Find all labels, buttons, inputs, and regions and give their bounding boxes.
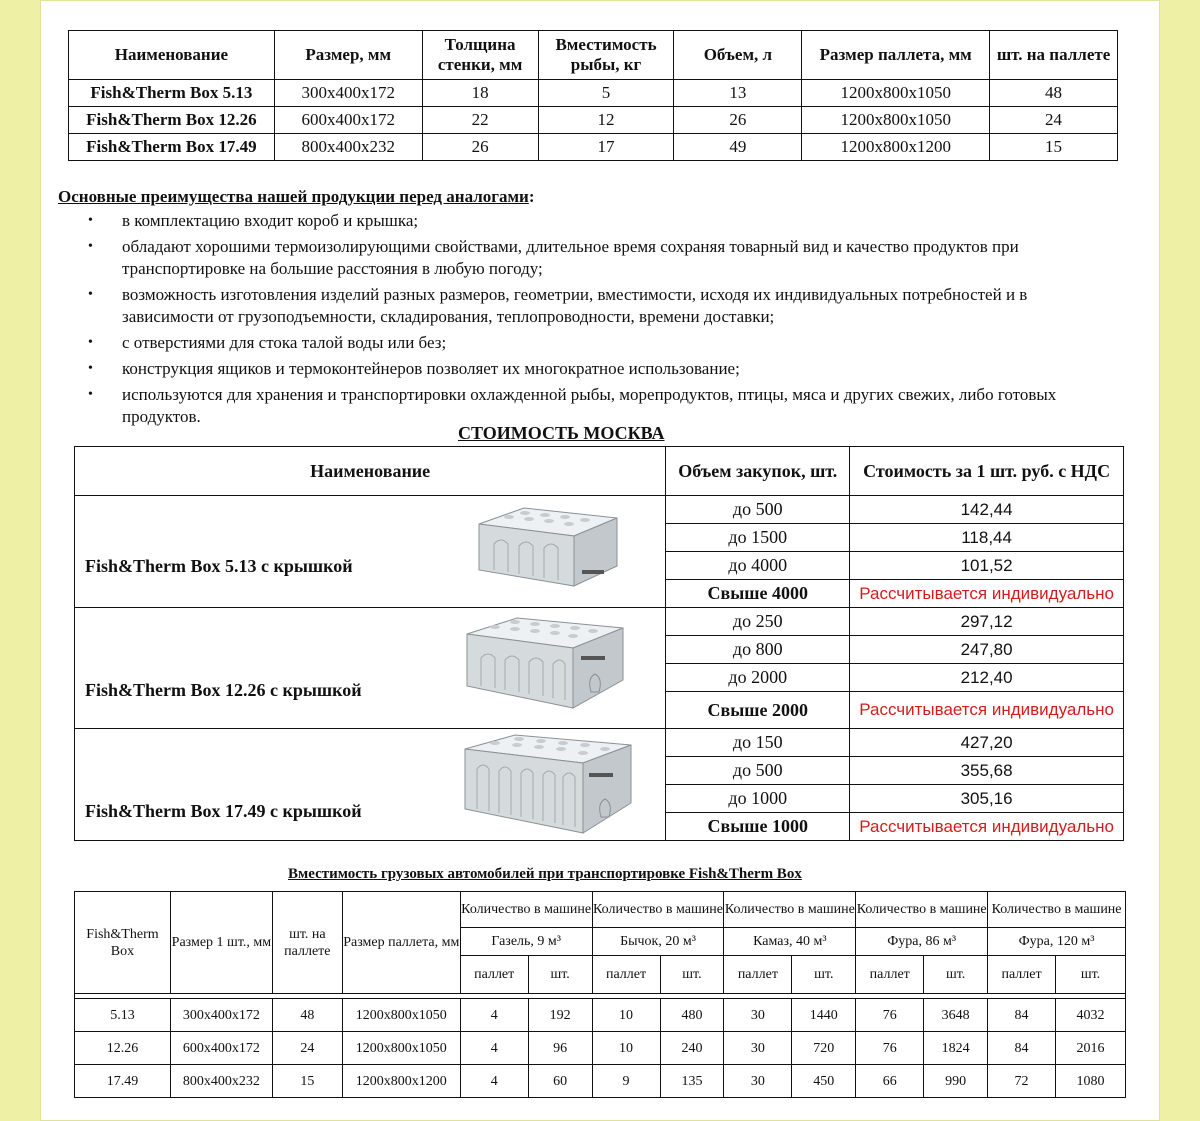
specs-cell: 5: [538, 80, 674, 107]
bullet-icon: •: [88, 213, 93, 228]
trucks-header-cell: шт. на паллете: [272, 892, 342, 994]
trucks-header-cell: Fish&Therm Box: [75, 892, 171, 994]
trucks-title: Вместимость грузовых автомобилей при транспортировке Fish&Therm Box: [288, 866, 802, 882]
price-header-cell: Объем закупок, шт.: [666, 447, 850, 496]
trucks-header-cell: Количество в машине: [460, 892, 592, 928]
price-row: [75, 729, 1124, 757]
price-cell: 297,12: [850, 608, 1124, 636]
product-cell: [75, 608, 666, 729]
price-cell: Рассчитывается индивидуально: [850, 692, 1124, 729]
table-cell: 24: [272, 1032, 342, 1065]
table-cell: 1440: [792, 999, 856, 1032]
table-cell: 4: [460, 1032, 528, 1065]
table-cell: 3648: [924, 999, 988, 1032]
table-cell: 12.26: [75, 1032, 171, 1065]
price-cell: 427,20: [850, 729, 1124, 757]
price-table: [74, 446, 1124, 841]
table-cell: 4: [460, 1065, 528, 1098]
product-cell: [75, 496, 666, 608]
table-row: [75, 999, 1126, 1032]
specs-header-cell: Объем, л: [674, 31, 802, 80]
table-cell: 2016: [1056, 1032, 1126, 1065]
product-name: Fish&Therm Box 5.13 с крышкой: [85, 556, 353, 576]
table-cell: 76: [856, 1032, 924, 1065]
table-row: [75, 1032, 1126, 1065]
table-cell: 66: [856, 1065, 924, 1098]
list-item: [58, 236, 1118, 280]
specs-header-cell: Толщина стенки, мм: [422, 31, 538, 80]
table-cell: 76: [856, 999, 924, 1032]
price-row: [75, 608, 1124, 636]
table-cell: 480: [660, 999, 724, 1032]
table-cell: 720: [792, 1032, 856, 1065]
advantages-list: [58, 210, 1118, 428]
trucks-header-cell: Количество в машине: [988, 892, 1126, 928]
specs-cell: 22: [422, 107, 538, 134]
specs-cell: 1200х800х1050: [802, 107, 990, 134]
price-cell: 212,40: [850, 664, 1124, 692]
list-item-text: обладают хорошими термоизолирующими свойствами, длительное время сохраняя товарный вид и качество продуктов при транспортировке на большие расстояния в любую погоду;: [122, 237, 1019, 278]
list-item: [58, 358, 1118, 380]
table-cell: 1824: [924, 1032, 988, 1065]
price-cell: 305,16: [850, 785, 1124, 813]
price-title: СТОИМОСТЬ МОСКВА: [458, 423, 665, 443]
qty-cell: до 500: [666, 757, 850, 785]
specs-cell: Fish&Therm Box 12.26: [69, 107, 275, 134]
specs-cell: 24: [990, 107, 1118, 134]
qty-cell: до 800: [666, 636, 850, 664]
list-item-text: с отверстиями для стока талой воды или без;: [122, 333, 447, 352]
table-cell: 135: [660, 1065, 724, 1098]
trucks-header-cell: Размер 1 шт., мм: [170, 892, 272, 994]
list-item-text: конструкция ящиков и термоконтейнеров позволяет их многократное использование;: [122, 359, 740, 378]
vehicle-cell: Камаз, 40 м³: [724, 928, 856, 956]
specs-cell: 13: [674, 80, 802, 107]
table-cell: 30: [724, 1065, 792, 1098]
price-header-cell: Стоимость за 1 шт. руб. с НДС: [850, 447, 1124, 496]
sub-header-cell: паллет: [856, 956, 924, 994]
table-cell: 72: [988, 1065, 1056, 1098]
qty-cell: до 500: [666, 496, 850, 524]
vehicle-cell: Бычок, 20 м³: [592, 928, 724, 956]
specs-header-cell: Размер, мм: [274, 31, 422, 80]
table-cell: 60: [528, 1065, 592, 1098]
trucks-header-cell: Количество в машине: [724, 892, 856, 928]
trucks-header-cell: Количество в машине: [592, 892, 724, 928]
list-item-text: используются для хранения и транспортировки охлажденной рыбы, морепродуктов, птицы, мяса и других свежих, либо готовых продуктов.: [122, 385, 1057, 426]
price-cell: Рассчитывается индивидуально: [850, 813, 1124, 841]
table-cell: 10: [592, 1032, 660, 1065]
price-header-cell: Наименование: [75, 447, 666, 496]
specs-header-row: [69, 31, 1118, 80]
specs-header-cell: Вместимость рыбы, кг: [538, 31, 674, 80]
advantages-title-colon: :: [528, 187, 535, 206]
specs-cell: 12: [538, 107, 674, 134]
specs-cell: 48: [990, 80, 1118, 107]
sub-header-cell: паллет: [724, 956, 792, 994]
price-header-row: [75, 447, 1124, 496]
sub-header-cell: паллет: [592, 956, 660, 994]
advantages-section: [58, 186, 1118, 432]
price-cell: 247,80: [850, 636, 1124, 664]
specs-cell: 300х400х172: [274, 80, 422, 107]
advantages-heading: [58, 186, 1118, 208]
price-row: [75, 496, 1124, 524]
sub-header-cell: шт.: [1056, 956, 1126, 994]
specs-header-cell: шт. на паллете: [990, 31, 1118, 80]
specs-cell: Fish&Therm Box 17.49: [69, 134, 275, 161]
specs-header-cell: Размер паллета, мм: [802, 31, 990, 80]
table-cell: 240: [660, 1032, 724, 1065]
table-cell: 600х400х172: [170, 1032, 272, 1065]
list-item: [58, 284, 1118, 328]
specs-cell: 26: [422, 134, 538, 161]
bullet-icon: •: [88, 335, 93, 350]
table-cell: 84: [988, 1032, 1056, 1065]
table-cell: 84: [988, 999, 1056, 1032]
list-item-text: в комплектацию входит короб и крышка;: [122, 211, 419, 230]
trucks-table: [74, 891, 1126, 1098]
price-cell: 142,44: [850, 496, 1124, 524]
table-cell: 990: [924, 1065, 988, 1098]
qty-cell: до 4000: [666, 552, 850, 580]
vehicle-cell: Фура, 120 м³: [988, 928, 1126, 956]
table-cell: 15: [272, 1065, 342, 1098]
table-row: [75, 1065, 1126, 1098]
specs-cell: 1200х800х1050: [802, 80, 990, 107]
bullet-icon: •: [88, 239, 93, 254]
table-cell: 4: [460, 999, 528, 1032]
table-cell: 1200х800х1050: [342, 999, 460, 1032]
table-cell: 30: [724, 999, 792, 1032]
sub-header-cell: шт.: [660, 956, 724, 994]
qty-cell: Свыше 1000: [666, 813, 850, 841]
table-cell: 17.49: [75, 1065, 171, 1098]
table-cell: 450: [792, 1065, 856, 1098]
qty-cell: до 250: [666, 608, 850, 636]
vehicle-cell: Газель, 9 м³: [460, 928, 592, 956]
specs-row: [69, 107, 1118, 134]
list-item: [58, 210, 1118, 232]
table-cell: 10: [592, 999, 660, 1032]
table-cell: 1080: [1056, 1065, 1126, 1098]
vehicle-cell: Фура, 86 м³: [856, 928, 988, 956]
price-cell: 118,44: [850, 524, 1124, 552]
price-cell: Рассчитывается индивидуально: [850, 580, 1124, 608]
list-item: [58, 384, 1118, 428]
trucks-header-row: [75, 892, 1126, 928]
table-cell: 192: [528, 999, 592, 1032]
trucks-header-cell: Размер паллета, мм: [342, 892, 460, 994]
specs-cell: 17: [538, 134, 674, 161]
sub-header-cell: шт.: [924, 956, 988, 994]
sub-header-cell: паллет: [988, 956, 1056, 994]
specs-cell: Fish&Therm Box 5.13: [69, 80, 275, 107]
specs-cell: 600х400х172: [274, 107, 422, 134]
sub-header-cell: шт.: [528, 956, 592, 994]
specs-table: [68, 30, 1118, 161]
specs-row: [69, 80, 1118, 107]
table-cell: 30: [724, 1032, 792, 1065]
specs-cell: 49: [674, 134, 802, 161]
bullet-icon: •: [88, 361, 93, 376]
table-cell: 96: [528, 1032, 592, 1065]
qty-cell: до 2000: [666, 664, 850, 692]
price-cell: 101,52: [850, 552, 1124, 580]
box-12-26-image: [455, 614, 625, 714]
product-name: Fish&Therm Box 12.26 с крышкой: [85, 680, 362, 700]
sub-header-cell: шт.: [792, 956, 856, 994]
bullet-icon: •: [88, 387, 93, 402]
specs-cell: 15: [990, 134, 1118, 161]
product-cell: [75, 729, 666, 841]
table-cell: 9: [592, 1065, 660, 1098]
qty-cell: до 1000: [666, 785, 850, 813]
specs-header-cell: Наименование: [69, 31, 275, 80]
qty-cell: Свыше 4000: [666, 580, 850, 608]
price-cell: 355,68: [850, 757, 1124, 785]
qty-cell: Свыше 2000: [666, 692, 850, 729]
table-cell: 1200х800х1050: [342, 1032, 460, 1065]
advantages-title: Основные преимущества нашей продукции перед аналогами: [58, 187, 529, 206]
specs-cell: 800х400х232: [274, 134, 422, 161]
list-item-text: возможность изготовления изделий разных размеров, геометрии, вместимости, исходя их индивидуальных потребностей и в зависимости от грузоподъемности, складирования, теплопроводности, времени доставки;: [122, 285, 1028, 326]
table-cell: 48: [272, 999, 342, 1032]
table-cell: 5.13: [75, 999, 171, 1032]
specs-row: [69, 134, 1118, 161]
document-page: [40, 0, 1160, 1121]
product-name: Fish&Therm Box 17.49 с крышкой: [85, 801, 362, 821]
table-cell: 800х400х232: [170, 1065, 272, 1098]
sub-header-cell: паллет: [460, 956, 528, 994]
qty-cell: до 1500: [666, 524, 850, 552]
table-cell: 4032: [1056, 999, 1126, 1032]
trucks-header-cell: Количество в машине: [856, 892, 988, 928]
qty-cell: до 150: [666, 729, 850, 757]
specs-cell: 26: [674, 107, 802, 134]
specs-cell: 18: [422, 80, 538, 107]
list-item: [58, 332, 1118, 354]
bullet-icon: •: [88, 287, 93, 302]
table-cell: 1200х800х1200: [342, 1065, 460, 1098]
specs-cell: 1200х800х1200: [802, 134, 990, 161]
box-5-13-image: [469, 506, 619, 592]
table-cell: 300х400х172: [170, 999, 272, 1032]
box-17-49-image: [455, 733, 635, 837]
